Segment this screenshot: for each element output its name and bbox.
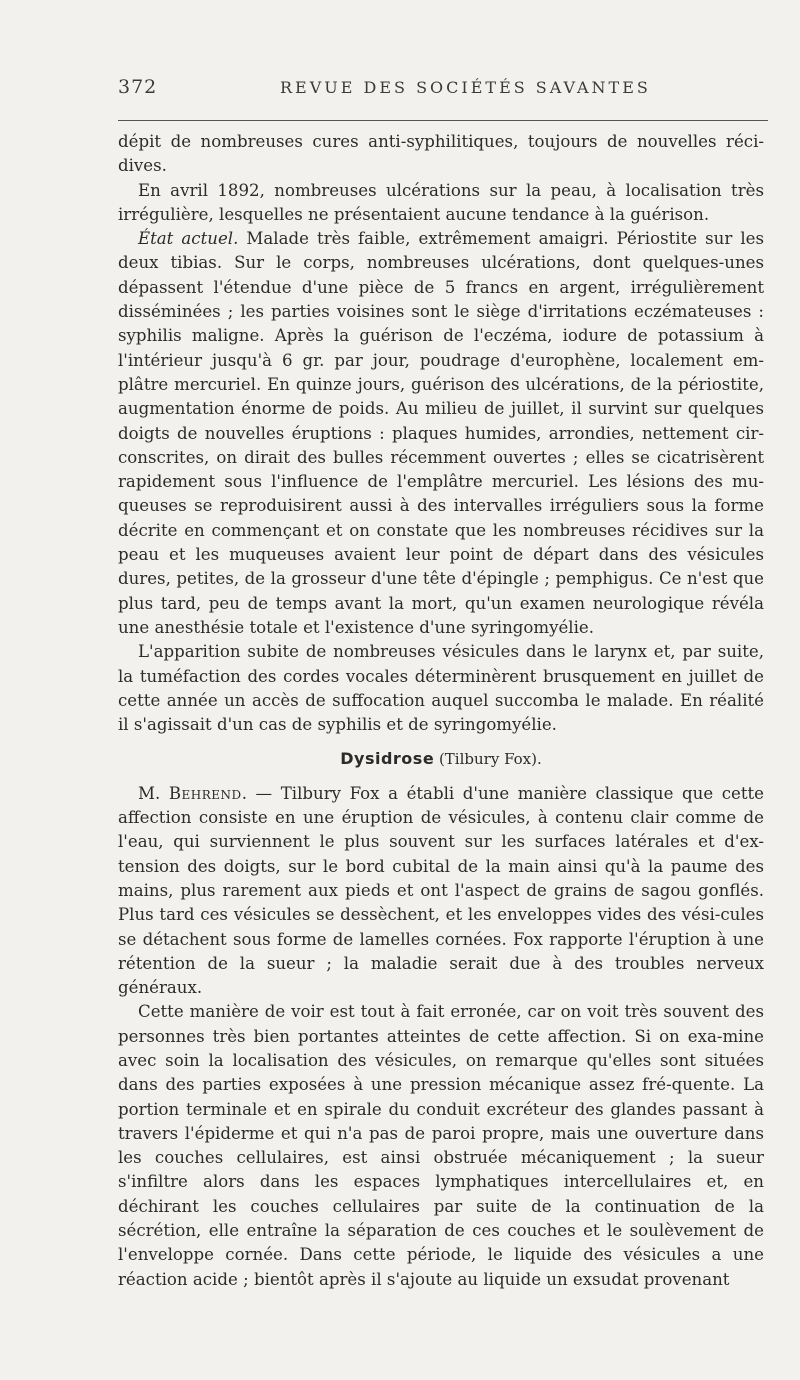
paragraph-etat-actuel xyxy=(118,227,764,640)
section-subtitle: (Tilbury Fox). xyxy=(434,750,542,769)
etat-actuel-label: État actuel. xyxy=(138,229,239,249)
page-header xyxy=(118,76,766,106)
behrend-text: . — Tilbury Fox a établi d'une manière classique que cette affection consiste en une éruption de vésicules, à contenu clair comme de l'eau, qui surviennent le plus souvent sur les surfaces latérales et d'ex-tension des doigts, sur le bord cubital de la main ainsi qu'à la paume des mains, plus rarement aux pieds et ont l'aspect de grains de sagou gonflés. Plus tard ces vésicules se dessèchent, et les enveloppes vides des vési-cules se détachent sous forme de lamelles cornées. Fox rapporte l'éruption à une rétention de la sueur ; la maladie serait due à des troubles nerveux généraux. xyxy=(118,783,764,998)
paragraph-behrend xyxy=(118,782,764,1001)
page-number: 372 xyxy=(118,76,158,98)
header-rule xyxy=(118,120,768,121)
author-prefix: M. xyxy=(138,783,169,803)
section-title: Dysidrose xyxy=(340,749,435,769)
paragraph-larynx: L'apparition subite de nombreuses vésicules dans le larynx et, par suite, la tuméfaction des cordes vocales déterminèrent brusquement en juillet de cette année un accès de suffocation auquel succomba le malade. En réalité il s'agissait d'un cas de syphilis et de syringomyélie. xyxy=(118,642,764,735)
author-name: Behrend xyxy=(168,783,242,803)
section-heading xyxy=(118,747,764,771)
paragraph-april-1892: En avril 1892, nombreuses ulcérations sur la peau, à localisation très irrégulière, lesquelles ne présentaient aucune tendance à la guérison. xyxy=(118,180,764,224)
running-title: REVUE DES SOCIÉTÉS SAVANTES xyxy=(280,78,651,97)
body-text xyxy=(118,130,764,1292)
paragraph-erronee: Cette manière de voir est tout à fait erronée, car on voit très souvent des personnes très bien portantes atteintes de cette affection. Si on exa-mine avec soin la localisation des vésicules, on remarque qu'elles sont situées dans des parties exposées à une pression mécanique assez fré-quente. La portion terminale et en spirale du conduit excréteur des glandes passant à travers l'épiderme et qui n'a pas de paroi propre, mais une ouverture dans les couches cellulaires, est ainsi obstruée mécaniquement ; la sueur s'infiltre alors dans les espaces lymphatiques intercellulaires et, en déchirant les couches cellulaires par suite de la continuation de la sécrétion, elle entraîne la séparation de ces couches et le soulèvement de l'enveloppe cornée. Dans cette période, le liquide des vésicules a une réaction acide ; bientôt après il s'ajoute au liquide un exsudat provenant xyxy=(118,1002,764,1289)
etat-actuel-text: Malade très faible, extrêmement amaigri. Périostite sur les deux tibias. Sur le corps, nombreuses ulcérations, dont quelques-unes dépassent l'étendue d'une pièce de 5 francs en argent, irrégulièrement disséminées ; les parties voisines sont le siège d'irritations eczémateuses : syphilis maligne. Après la guérison de l'eczéma, iodure de potassium à l'intérieur jusqu'à 6 gr. par jour, poudrage d'europhène, localement em-plâtre mercuriel. En quinze jours, guérison des ulcérations, de la périostite, augmentation énorme de poids. Au milieu de juillet, il survint sur quelques doigts de nouvelles éruptions : plaques humides, arrondies, nettement cir-conscrites, on dirait des bulles récemment ouvertes ; elles se cicatrisèrent rapidement sous l'influence de l'emplâtre mercuriel. Les lésions des mu-queuses se reproduisirent aussi à des intervalles irréguliers sous la forme décrite en commençant et on constate que les nombreuses récidives sur la peau et les muqueuses avaient leur point de départ dans des vésicules dures, petites, de la grosseur d'une tête d'épingle ; pemphigus. Ce n'est que plus tard, peu de temps avant la mort, qu'un examen neurologique révéla une anesthésie totale et l'existence d'une syringomyélie. xyxy=(118,229,764,637)
paragraph-continued: dépit de nombreuses cures anti-syphilitiques, toujours de nouvelles réci-dives. xyxy=(118,132,764,176)
